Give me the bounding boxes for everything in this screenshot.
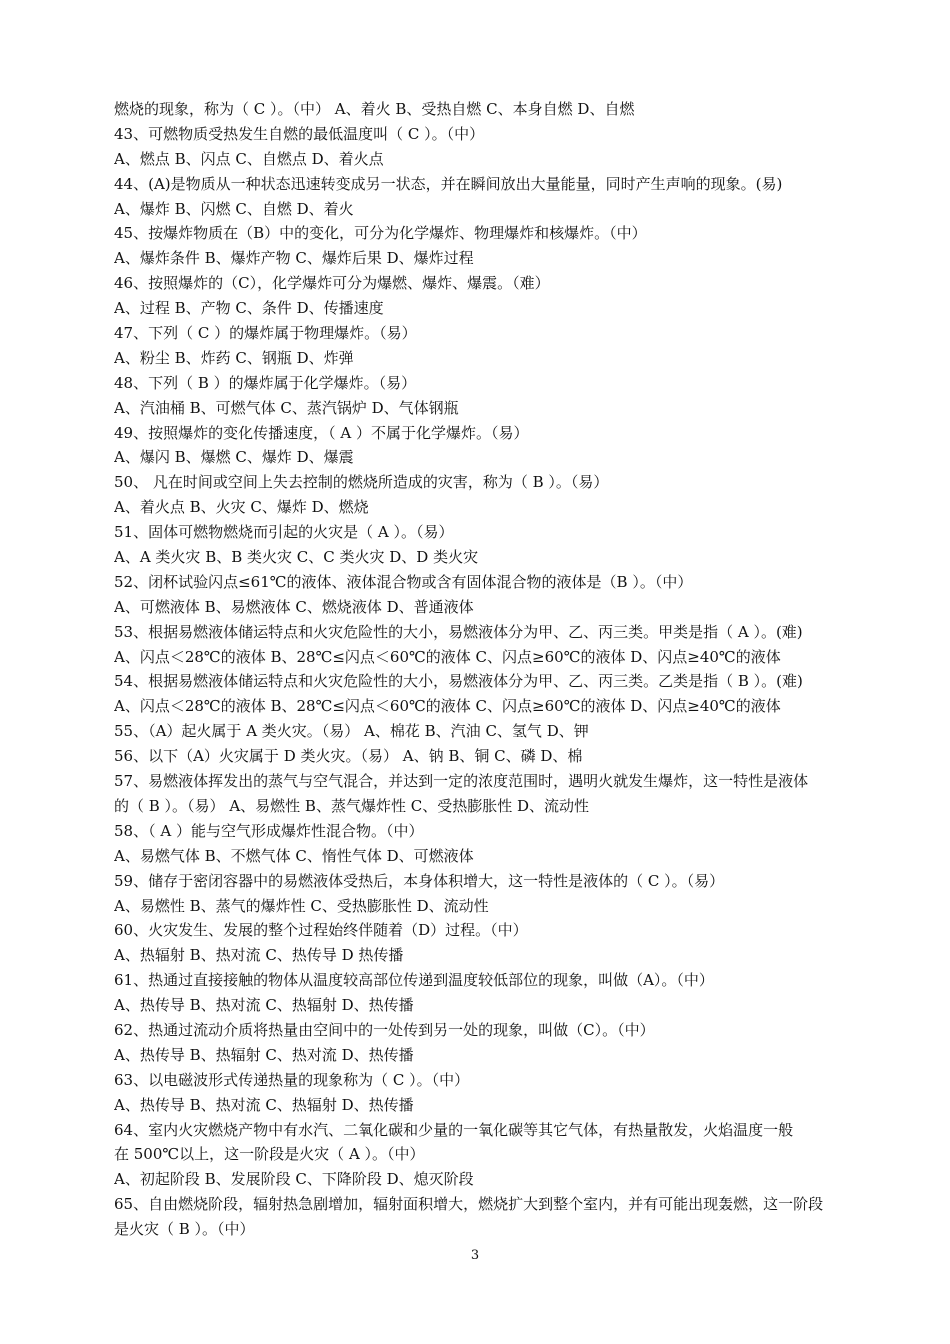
options-45: A、爆炸条件 B、爆炸产物 C、爆炸后果 D、爆炸过程 [114, 249, 474, 268]
question-59: 59、储存于密闭容器中的易燃液体受热后，本身体积增大，这一特性是液体的（ C ）。（易） [114, 871, 725, 890]
question-44: 44、(A)是物质从一种状态迅速转变成另一状态，并在瞬间放出大量能量，同时产生声响的现象。(易) [114, 174, 783, 193]
options-61: A、热传导 B、热对流 C、热辐射 D、热传播 [114, 996, 414, 1015]
options-64: A、初起阶段 B、发展阶段 C、下降阶段 D、熄灭阶段 [114, 1170, 474, 1189]
options-44: A、爆炸 B、闪燃 C、自燃 D、着火 [114, 199, 354, 218]
question-43: 43、可燃物质受热发生自燃的最低温度叫（ C ）。（中） [114, 124, 485, 143]
options-59: A、易燃性 B、蒸气的爆炸性 C、受热膨胀性 D、流动性 [114, 896, 489, 915]
options-46: A、过程 B、产物 C、条件 D、传播速度 [114, 299, 384, 318]
question-57: 57、易燃液体挥发出的蒸气与空气混合，并达到一定的浓度范围时，遇明火就发生爆炸，这一特性是液体 [114, 772, 809, 791]
document-body [114, 97, 874, 1242]
question-54: 54、根据易燃液体储运特点和火灾危险性的大小，易燃液体分为甲、乙、丙三类。乙类是指（ B ）。(难) [114, 672, 803, 691]
options-49: A、爆闪 B、爆燃 C、爆炸 D、爆震 [114, 448, 354, 467]
options-63: A、热传导 B、热对流 C、热辐射 D、热传播 [114, 1095, 414, 1114]
question-47: 47、下列（ C ）的爆炸属于物理爆炸。（易） [114, 324, 417, 343]
question-61: 61、热通过直接接触的物体从温度较高部位传递到温度较低部位的现象，叫做（A）。（中） [114, 971, 714, 990]
question-63: 63、以电磁波形式传递热量的现象称为（ C ）。（中） [114, 1070, 470, 1089]
question-64: 64、室内火灾燃烧产物中有水汽、二氧化碳和少量的一氧化碳等其它气体，有热量散发，火焰温度一般 [114, 1120, 794, 1139]
options-51: A、A 类火灾 B、B 类火灾 C、C 类火灾 D、D 类火灾 [114, 548, 479, 567]
question-53: 53、根据易燃液体储运特点和火灾危险性的大小，易燃液体分为甲、乙、丙三类。甲类是指（ A ）。(难) [114, 622, 803, 641]
question-57-cont: 的（ B ）。（易） A、易燃性 B、蒸气爆炸性 C、受热膨胀性 D、流动性 [114, 796, 589, 815]
question-50: 50、 凡在时间或空间上失去控制的燃烧所造成的灾害，称为（ B ）。（易） [114, 473, 609, 492]
options-47: A、粉尘 B、炸药 C、钢瓶 D、炸弹 [114, 348, 354, 367]
options-53: A、闪点＜28℃的液体 B、28℃≤闪点＜60℃的液体 C、闪点≥60℃的液体 D、闪点≥40℃的液体 [114, 647, 781, 666]
options-60: A、热辐射 B、热对流 C、热传导 D 热传播 [114, 946, 404, 965]
options-54: A、闪点＜28℃的液体 B、28℃≤闪点＜60℃的液体 C、闪点≥60℃的液体 D、闪点≥40℃的液体 [114, 697, 781, 716]
options-62: A、热传导 B、热辐射 C、热对流 D、热传播 [114, 1045, 414, 1064]
page-number: 3 [470, 1248, 480, 1263]
options-50: A、着火点 B、火灾 C、爆炸 D、燃烧 [114, 498, 369, 517]
question-55: 55、（A）起火属于 A 类火灾。（易） A、棉花 B、汽油 C、氢气 D、钾 [114, 722, 589, 741]
question-52: 52、闭杯试验闪点≤61℃的液体、液体混合物或含有固体混合物的液体是（B ）。（中） [114, 572, 693, 591]
options-58: A、易燃气体 B、不燃气体 C、惰性气体 D、可燃液体 [114, 846, 474, 865]
question-51: 51、固体可燃物燃烧而引起的火灾是（ A ）。（易） [114, 523, 454, 542]
question-49: 49、按照爆炸的变化传播速度，（ A ）不属于化学爆炸。（易） [114, 423, 529, 442]
question-56: 56、以下（A）火灾属于 D 类火灾。（易） A、钠 B、铜 C、磷 D、棉 [114, 747, 583, 766]
question-60: 60、火灾发生、发展的整个过程始终伴随着（D）过程。（中） [114, 921, 528, 940]
question-46: 46、按照爆炸的（C），化学爆炸可分为爆燃、爆炸、爆震。（难） [114, 274, 550, 293]
question-65-cont: 是火灾（ B ）。（中） [114, 1220, 255, 1239]
question-45: 45、按爆炸物质在（B）中的变化，可分为化学爆炸、物理爆炸和核爆炸。（中） [114, 224, 647, 243]
text-line: 燃烧的现象，称为（ C ）。（中） A、着火 B、受热自燃 C、本身自燃 D、自燃 [114, 100, 635, 118]
options-43: A、燃点 B、闪点 C、自燃点 D、着火点 [114, 149, 384, 168]
options-52: A、可燃液体 B、易燃液体 C、燃烧液体 D、普通液体 [114, 597, 474, 616]
question-64-cont: 在 500℃以上，这一阶段是火灾（ A ）。（中） [114, 1145, 425, 1164]
question-62: 62、热通过流动介质将热量由空间中的一处传到另一处的现象，叫做（C）。（中） [114, 1020, 655, 1039]
options-48: A、汽油桶 B、可燃气体 C、蒸汽锅炉 D、气体钢瓶 [114, 398, 459, 417]
question-48: 48、下列（ B ）的爆炸属于化学爆炸。（易） [114, 373, 417, 392]
question-58: 58、（ A ）能与空气形成爆炸性混合物。（中） [114, 821, 424, 840]
question-65: 65、自由燃烧阶段，辐射热急剧增加，辐射面积增大，燃烧扩大到整个室内，并有可能出现轰燃，这一阶段 [114, 1195, 824, 1214]
